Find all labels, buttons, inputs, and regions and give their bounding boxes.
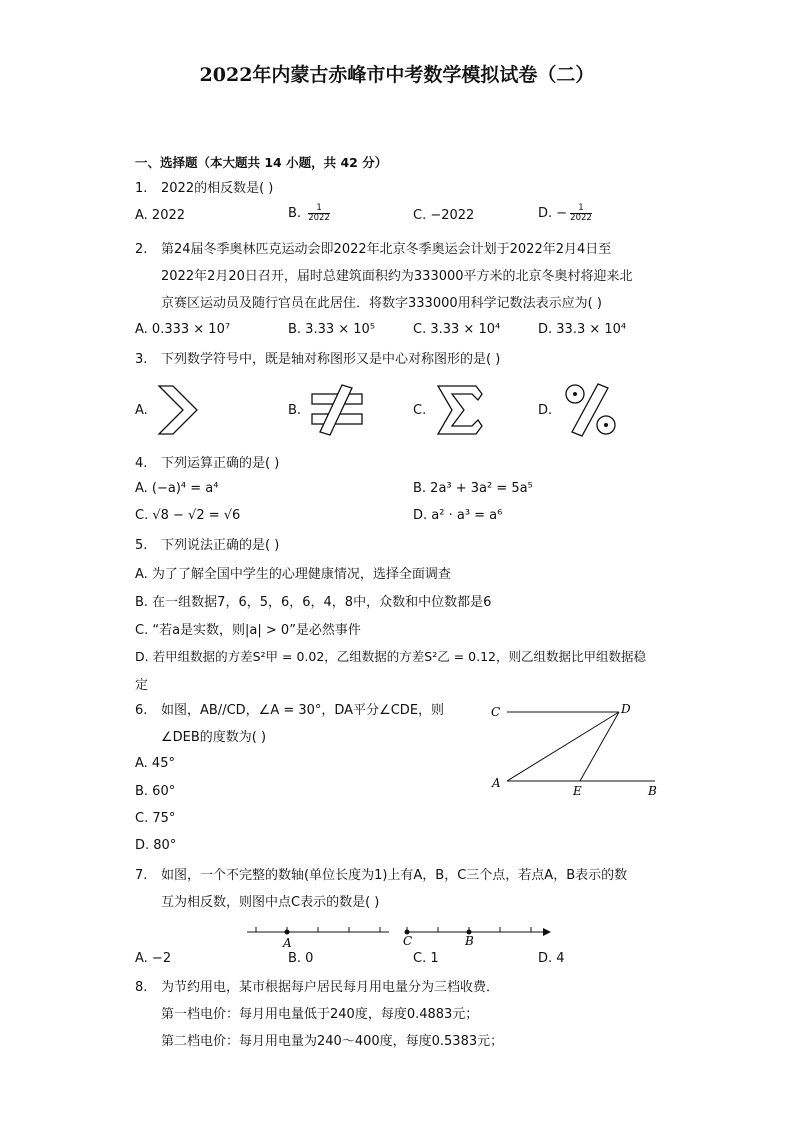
question-1 xyxy=(135,179,273,199)
question-2-line3: 京赛区运动员及随行官员在此居住．将数字333000用科学记数法表示应为( ) xyxy=(161,296,602,311)
q6-option-b: B. 60° xyxy=(135,784,176,799)
point-c-label: C xyxy=(403,934,413,948)
q5-option-d-cont: 定 xyxy=(135,678,149,693)
q1-option-b: B. $\frac{1}{2022}$ xyxy=(288,203,330,223)
label-d: D xyxy=(621,702,631,716)
q7-option-d: D. 4 xyxy=(538,951,565,966)
question-3: 3. 下列数学符号中，既是轴对称图形又是中心对称图形的是( ) xyxy=(135,352,501,367)
q4-option-a: A. (−a)⁴ = a⁴ xyxy=(135,481,219,496)
q2-option-d: D. 33.3 × 10⁴ xyxy=(538,322,627,337)
q1-option-d: D. − $\frac{1}{2022}$ xyxy=(538,203,592,223)
q6-geometry-figure xyxy=(485,698,665,802)
q4-option-c: C. √8 − √2 = √6 xyxy=(135,508,241,523)
q1-option-a: A. 2022 xyxy=(135,208,186,223)
label-c: C xyxy=(491,705,501,719)
q7-option-a: A. −2 xyxy=(135,951,172,966)
label-b: B xyxy=(648,784,657,798)
q6-option-d: D. 80° xyxy=(135,838,177,853)
fraction: $\frac{1}{2022}$ xyxy=(308,203,330,223)
symbol-greater-than-icon xyxy=(155,382,203,438)
question-8: 8. 为节约用电，某市根据每户居民每月用电量分为三档收费． xyxy=(135,980,500,995)
q7-number-line xyxy=(243,920,555,950)
question-6-line2: ∠DEB的度数为( ) xyxy=(161,730,267,745)
question-7-line2: 互为相反数，则图中点C表示的数是( ) xyxy=(161,895,380,910)
question-2: 2. 第24届冬季奥林匹克运动会即2022年北京冬季奥运会计划于2022年2月4日至 xyxy=(135,242,612,257)
q3-option-d: D. xyxy=(538,403,553,418)
q3-option-a: A. xyxy=(135,403,148,418)
page-title: 2022年内蒙古赤峰市中考数学模拟试卷（二） xyxy=(199,64,595,86)
q4-option-b: B. 2a³ + 3a² = 5a⁵ xyxy=(413,481,533,496)
question-text: 2022的相反数是( ) xyxy=(161,181,274,196)
q4-option-d: D. a² · a³ = a⁶ xyxy=(413,508,503,523)
symbol-not-equal-icon xyxy=(308,382,366,438)
q5-option-c: C. “若a是实数，则|a| > 0”是必然事件 xyxy=(135,623,361,638)
question-2-line2: 2022年2月20日召开，届时总建筑面积约为333000平方米的北京冬奥村将迎来北 xyxy=(161,269,633,284)
symbol-percent-icon xyxy=(560,380,622,440)
fraction: $\frac{1}{2022}$ xyxy=(570,203,592,223)
question-number: 1. xyxy=(135,181,148,196)
question-7: 7. 如图，一个不完整的数轴(单位长度为1)上有A，B，C三个点，若点A，B表示的数 xyxy=(135,868,628,883)
q7-option-c: C. 1 xyxy=(413,951,439,966)
label-e: E xyxy=(573,784,582,798)
q6-option-a: A. 45° xyxy=(135,756,175,771)
point-b-label: B xyxy=(465,934,474,948)
point-a-label: A xyxy=(283,936,292,950)
q5-option-d: D. 若甲组数据的方差S²甲 = 0.02，乙组数据的方差S²乙 = 0.12，则乙组数据比甲组数据稳 xyxy=(135,649,646,664)
question-8-line3: 第二档电价：每月用电量为240～400度，每度0.5383元； xyxy=(161,1034,504,1049)
q7-option-b: B. 0 xyxy=(288,951,314,966)
section-heading: 一、选择题（本大题共 14 小题，共 42 分） xyxy=(135,155,388,170)
question-4: 4. 下列运算正确的是( ) xyxy=(135,456,280,471)
q1-option-c: C. −2022 xyxy=(413,208,475,223)
q2-option-b: B. 3.33 × 10⁵ xyxy=(288,322,376,337)
question-5: 5. 下列说法正确的是( ) xyxy=(135,538,280,553)
q3-option-b: B. xyxy=(288,403,302,418)
q6-option-c: C. 75° xyxy=(135,811,176,826)
question-6: 6. 如图，AB//CD，∠A = 30°，DA平分∠CDE，则 xyxy=(135,703,445,718)
q5-option-a: A. 为了了解全国中学生的心理健康情况，选择全面调查 xyxy=(135,567,451,582)
symbol-sigma-icon xyxy=(432,382,486,438)
q5-option-b: B. 在一组数据7，6，5，6，6，4，8中，众数和中位数都是6 xyxy=(135,595,492,610)
q2-option-a: A. 0.333 × 10⁷ xyxy=(135,322,231,337)
question-8-line2: 第一档电价：每月用电量低于240度，每度0.4883元； xyxy=(161,1007,479,1022)
label-a: A xyxy=(492,776,501,790)
q2-option-c: C. 3.33 × 10⁴ xyxy=(413,322,501,337)
q3-option-c: C. xyxy=(413,403,427,418)
